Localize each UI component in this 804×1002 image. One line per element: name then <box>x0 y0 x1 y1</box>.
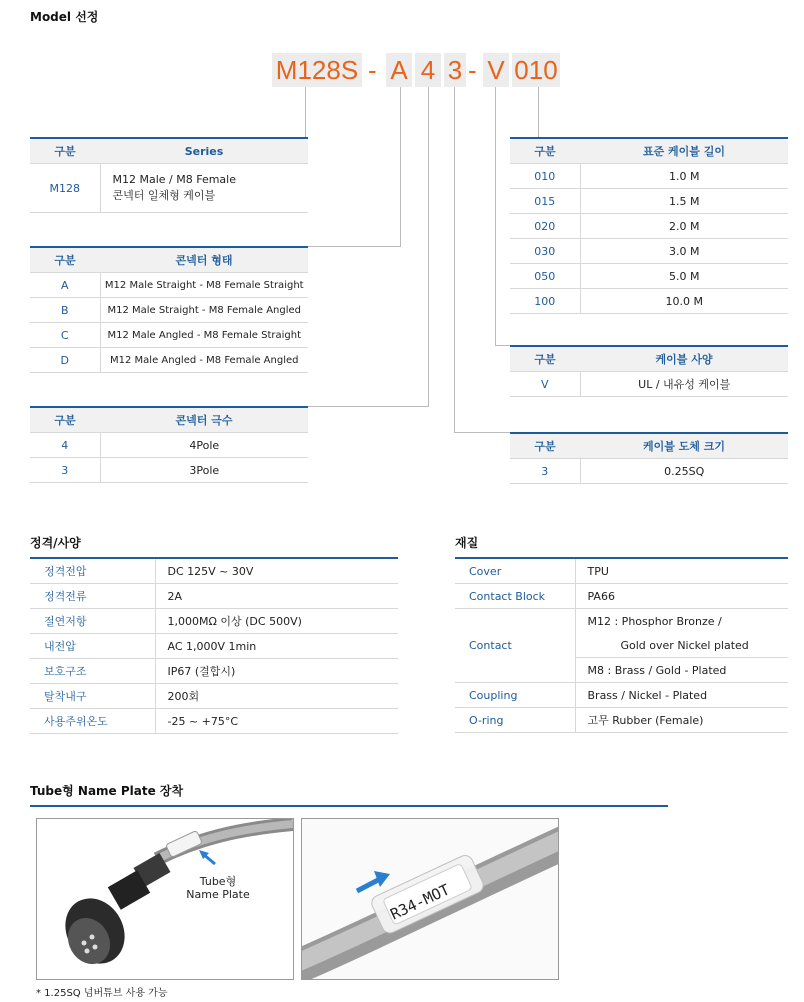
table-cell: M12 Male Angled - M8 Female Straight <box>100 323 308 348</box>
code-cable-spec: V <box>483 53 509 87</box>
callout-label: Name Plate <box>186 888 250 901</box>
material-value: M12 : Phosphor Bronze / <box>587 614 722 628</box>
table-cell: A <box>30 273 100 298</box>
table-header: 구분 <box>510 138 580 164</box>
connector-illustration <box>36 818 294 980</box>
table-cell: 015 <box>510 189 580 214</box>
table-cell: UL / 내유성 케이블 <box>580 372 788 397</box>
material-value: Brass / Nickel - Plated <box>575 683 788 708</box>
table-cell: 1.0 M <box>580 164 788 189</box>
footnote: * 1.25SQ 넘버튜브 사용 가능 <box>36 988 168 999</box>
table-cell: D <box>30 348 100 373</box>
table-cell: 3Pole <box>100 458 308 483</box>
table-cell: 1.5 M <box>580 189 788 214</box>
series-desc: 콘넥터 일체형 케이블 <box>112 189 216 202</box>
spec-value: -25 ~ +75°C <box>155 709 398 734</box>
spec-value: IP67 (결합시) <box>155 659 398 684</box>
table-cell: 0.25SQ <box>580 459 788 484</box>
code-poles: 4 <box>415 53 441 87</box>
code-conductor: 3 <box>444 53 466 87</box>
table-header: 콘넥터 형태 <box>100 247 308 273</box>
series-table <box>30 137 308 213</box>
table-header: 케이블 도체 크기 <box>580 433 788 459</box>
material-value: 고무 Rubber (Female) <box>575 708 788 733</box>
tube-plate-illustration <box>301 818 559 980</box>
spec-label: 사용주위온도 <box>30 709 155 734</box>
table-cell: M12 Male Angled - M8 Female Angled <box>100 348 308 373</box>
series-desc: M12 Male / M8 Female <box>112 173 236 186</box>
table-header: 구분 <box>30 407 100 433</box>
material-label: Contact <box>455 609 575 683</box>
table-cell: 4Pole <box>100 433 308 458</box>
ratings-table <box>30 559 398 734</box>
ratings-title: 정격/사양 <box>30 536 81 550</box>
material-value: M8 : Brass / Gold - Plated <box>575 658 788 683</box>
table-cell: M12 Male Straight - M8 Female Straight <box>100 273 308 298</box>
spec-value: 2A <box>155 584 398 609</box>
material-label: O-ring <box>455 708 575 733</box>
cable-spec-table <box>510 345 788 397</box>
cable-length-table <box>510 137 788 314</box>
section-rule <box>30 805 668 807</box>
table-header: 구분 <box>30 247 100 273</box>
table-cell: M12 Male Straight - M8 Female Angled <box>100 298 308 323</box>
table-header: 케이블 사양 <box>580 346 788 372</box>
code-length: 010 <box>512 53 560 87</box>
material-value: Gold over Nickel plated <box>575 633 788 658</box>
material-label: Contact Block <box>455 584 575 609</box>
code-dash: - <box>468 55 477 85</box>
table-cell: 010 <box>510 164 580 189</box>
spec-label: 보호구조 <box>30 659 155 684</box>
code-series: M128S <box>272 53 362 87</box>
material-value: PA66 <box>575 584 788 609</box>
spec-value: 1,000MΩ 이상 (DC 500V) <box>155 609 398 634</box>
material-value: TPU <box>575 559 788 584</box>
material-table <box>455 559 788 733</box>
spec-value: 200회 <box>155 684 398 709</box>
nameplate-title: Tube형 Name Plate 장착 <box>30 784 184 798</box>
table-cell: 030 <box>510 239 580 264</box>
spec-label: 내전압 <box>30 634 155 659</box>
table-header: 콘넥터 극수 <box>100 407 308 433</box>
material-label: Coupling <box>455 683 575 708</box>
table-cell: 10.0 M <box>580 289 788 314</box>
table-cell: V <box>510 372 580 397</box>
table-cell: 4 <box>30 433 100 458</box>
table-cell: 3 <box>510 459 580 484</box>
conductor-size-table <box>510 432 788 484</box>
table-cell: B <box>30 298 100 323</box>
table-header: 구분 <box>30 138 100 164</box>
table-cell: 2.0 M <box>580 214 788 239</box>
spec-value: AC 1,000V 1min <box>155 634 398 659</box>
table-cell: 100 <box>510 289 580 314</box>
connector-type-table <box>30 246 308 373</box>
table-cell: C <box>30 323 100 348</box>
code-dash: - <box>368 55 377 85</box>
poles-table <box>30 406 308 483</box>
spec-value: DC 125V ~ 30V <box>155 559 398 584</box>
page-title: Model 선정 <box>30 10 99 24</box>
code-connector-type: A <box>386 53 412 87</box>
spec-label: 절연저항 <box>30 609 155 634</box>
spec-label: 정격전류 <box>30 584 155 609</box>
table-header: 구분 <box>510 433 580 459</box>
series-code: M128 <box>30 164 100 213</box>
callout-label: Tube형 <box>199 875 237 888</box>
table-cell: 050 <box>510 264 580 289</box>
table-cell: 5.0 M <box>580 264 788 289</box>
table-cell: 3.0 M <box>580 239 788 264</box>
spec-label: 탈착내구 <box>30 684 155 709</box>
table-cell: 3 <box>30 458 100 483</box>
tube-text: R34-MOT <box>387 880 453 924</box>
material-title: 재질 <box>455 536 479 550</box>
table-header: Series <box>100 138 308 164</box>
spec-label: 정격전압 <box>30 559 155 584</box>
table-cell: 020 <box>510 214 580 239</box>
table-header: 구분 <box>510 346 580 372</box>
table-header: 표준 케이블 길이 <box>580 138 788 164</box>
material-label: Cover <box>455 559 575 584</box>
